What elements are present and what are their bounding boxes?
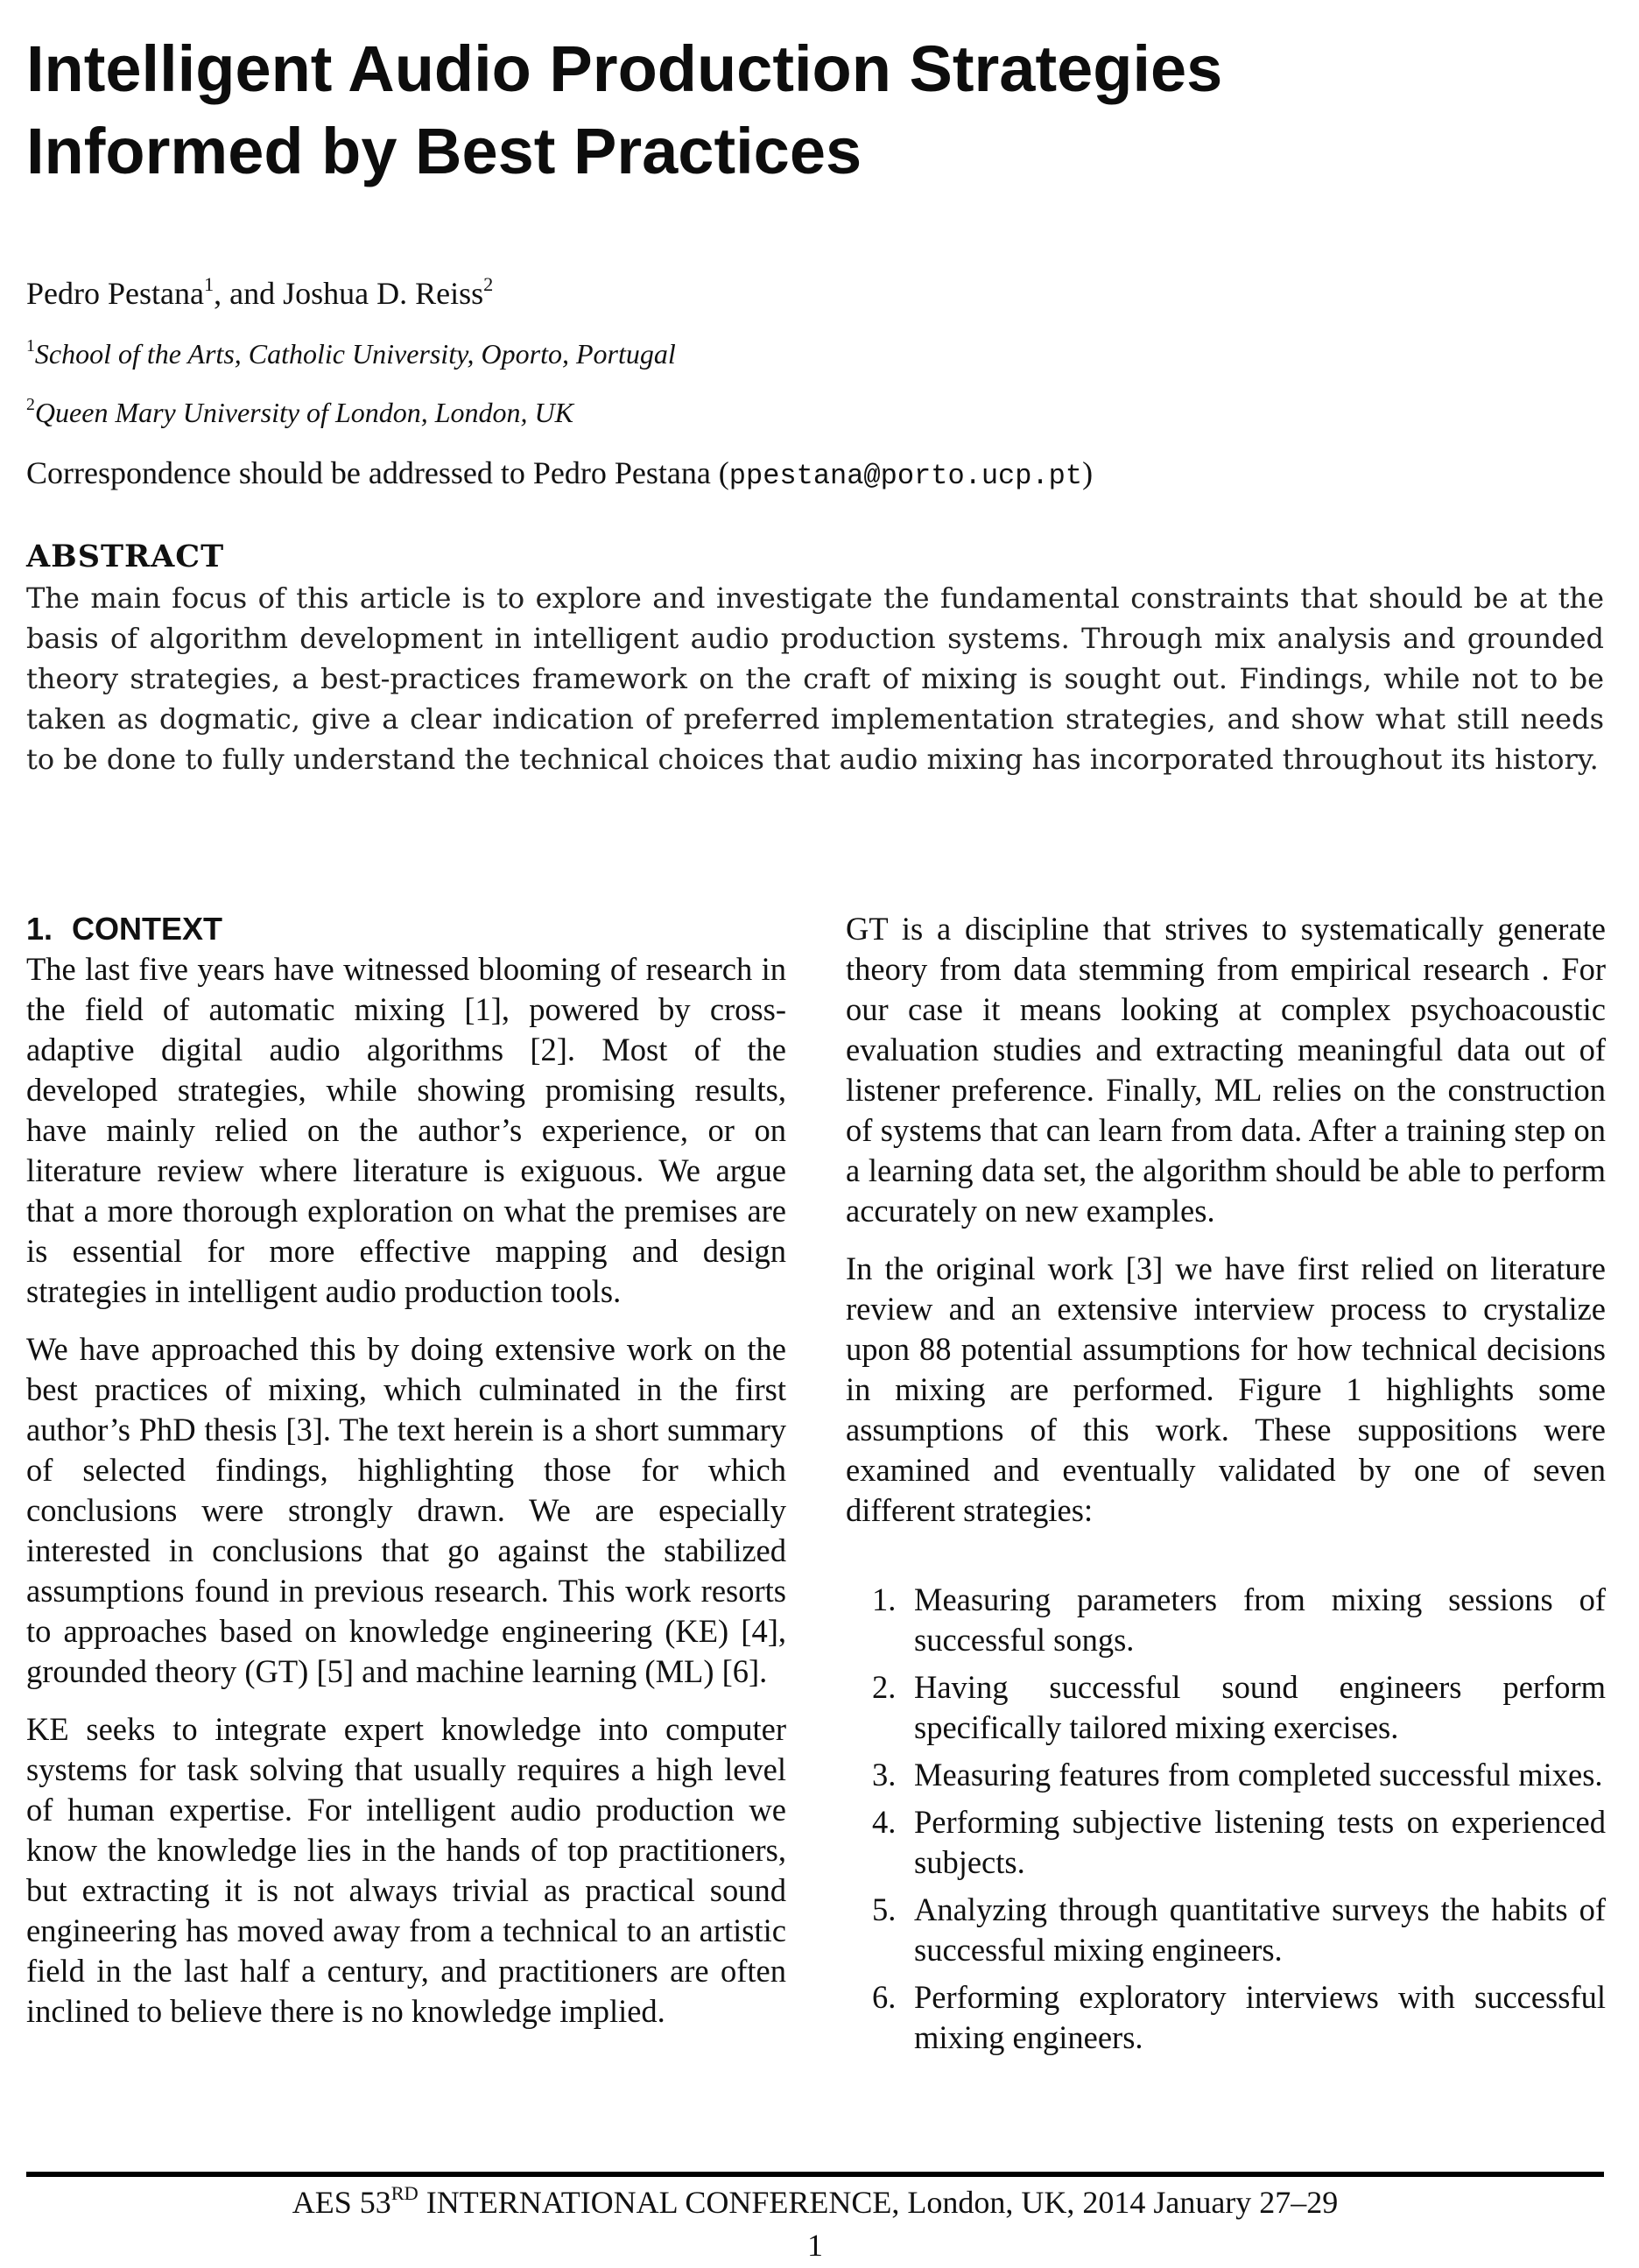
abstract-body: The main focus of this article is to explore and investigate the fundamental constraints that should be at the basis of algorithm development in intelligent audio production systems. Through mix analysis and grounded theory strategies, a best-practices framework on the craft of mixing is sought out. Findings, while not to be taken as dogmatic, give a clear indication of preferred implementation strategies, and show what still needs to be done to fully understand the technical choices that audio mixing has incorporated throughout its history. [26, 581, 1604, 776]
correspondence-prefix: Correspondence should be addressed to Pedro Pestana ( [26, 455, 729, 490]
list-item-text: Analyzing through quantitative surveys the habits of successful mixing engineers. [914, 1891, 1606, 1968]
footer-prefix: AES 53 [292, 2185, 391, 2220]
list-item [846, 1977, 1606, 2058]
section-title: CONTEXT [72, 911, 223, 947]
section-heading [26, 909, 786, 949]
list-item-text: Performing subjective listening tests on experienced subjects. [914, 1804, 1606, 1880]
body-paragraph: GT is a discipline that strives to systematically generate theory from data stemming from empirical research . For our case it means looking at complex psychoacoustic evaluation studies and extracting meaningful data out of listener preference. Finally, ML relies on the construction of systems that can learn from data. After a training step on a learning data set, the algorithm should be able to perform accurately on new examples. [846, 911, 1606, 1229]
affiliation-mark: 2 [483, 273, 494, 295]
list-item [846, 1890, 1606, 1970]
list-item [846, 1667, 1606, 1748]
paper-title [26, 28, 1604, 193]
list-item-number: 5. [872, 1891, 897, 1927]
title-line-2: Informed by Best Practices [26, 115, 862, 187]
list-item [846, 1580, 1606, 1660]
correspondence-line [26, 454, 1093, 496]
body-paragraph: We have approached this by doing extensive work on the best practices of mixing, which culminated in the first author’s PhD thesis [3]. The text herein is a short summary of selected findings, highlighting those for which conclusions were strongly drawn. We are especially interested in conclusions that go against the stabilized assumptions found in previous research. This work resorts to approaches based on knowledge engineering (KE) [4], grounded theory (GT) [5] and machine learning (ML) [6]. [26, 1331, 786, 1689]
right-column [846, 909, 1606, 2065]
body-paragraph: The last five years have witnessed blooming of research in the field of automatic mixing [1], powered by cross-adaptive digital audio algorithms [2]. Most of the developed strategies, while showing promising results, have mainly relied on the author’s experience, or on literature review where literature is exiguous. We argue that a more thorough exploration on what the premises are is essential for more effective mapping and design strategies in intelligent audio production tools. [26, 951, 786, 1309]
abstract-heading: ABSTRACT [26, 539, 225, 574]
affiliation-text: School of the Arts, Catholic University, Oporto, Portugal [34, 338, 676, 370]
body-paragraph: In the original work [3] we have first relied on literature review and an extensive interview process to crystalize upon 88 potential assumptions for how technical decisions in mixing are performed. Figure 1 highlights some assumptions of this work. These suppositions were examined and eventually validated by one of seven different strategies: [846, 1250, 1606, 1528]
list-item-number: 4. [872, 1804, 897, 1840]
correspondence-suffix: ) [1082, 455, 1094, 490]
affiliation-mark: 1 [26, 336, 35, 356]
list-item-text: Having successful sound engineers perform specifically tailored mixing exercises. [914, 1669, 1606, 1745]
affiliation-1 [26, 336, 676, 371]
author-name: Pedro Pestana [26, 276, 204, 311]
strategy-list [846, 1580, 1606, 2058]
paper-page [26, 0, 1604, 2268]
title-line-1: Intelligent Audio Production Strategies [26, 32, 1223, 105]
correspondence-email[interactable]: ppestana@porto.ucp.pt [728, 460, 1083, 492]
conference-footer [26, 2182, 1604, 2222]
footer-superscript: RD [390, 2182, 419, 2204]
author-separator: , and [214, 276, 284, 311]
author-name: Joshua D. Reiss [283, 276, 484, 311]
section-number: 1. [26, 911, 53, 947]
left-column [26, 909, 786, 2049]
footer-divider [26, 2172, 1604, 2177]
list-item-text: Measuring parameters from mixing sessions of successful songs. [914, 1581, 1606, 1658]
list-item-text: Measuring features from completed successful mixes. [914, 1757, 1603, 1793]
affiliation-mark: 1 [203, 273, 215, 295]
list-item [846, 1802, 1606, 1883]
footer-suffix: INTERNATIONAL CONFERENCE, London, UK, 2014 January 27–29 [418, 2185, 1339, 2220]
affiliation-text: Queen Mary University of London, London, UK [34, 397, 573, 428]
body-paragraph: KE seeks to integrate expert knowledge into computer systems for task solving that usually requires a high level of human expertise. For intelligent audio production we know the knowledge lies in the hands of top practitioners, but extracting it is not always trivial as practical sound engineering has moved away from a technical to an artistic field in the last half a century, and practitioners are often inclined to believe there is no knowledge implied. [26, 1711, 786, 2029]
affiliation-mark: 2 [26, 395, 35, 415]
list-item-number: 6. [872, 1979, 897, 2015]
affiliation-2 [26, 395, 573, 430]
list-item [846, 1755, 1606, 1795]
list-item-text: Performing exploratory interviews with successful mixing engineers. [914, 1979, 1606, 2055]
author-list [26, 274, 493, 313]
page-number: 1 [807, 2228, 823, 2263]
list-item-number: 2. [872, 1669, 897, 1705]
list-item-number: 3. [872, 1757, 897, 1793]
list-item-number: 1. [872, 1581, 897, 1617]
